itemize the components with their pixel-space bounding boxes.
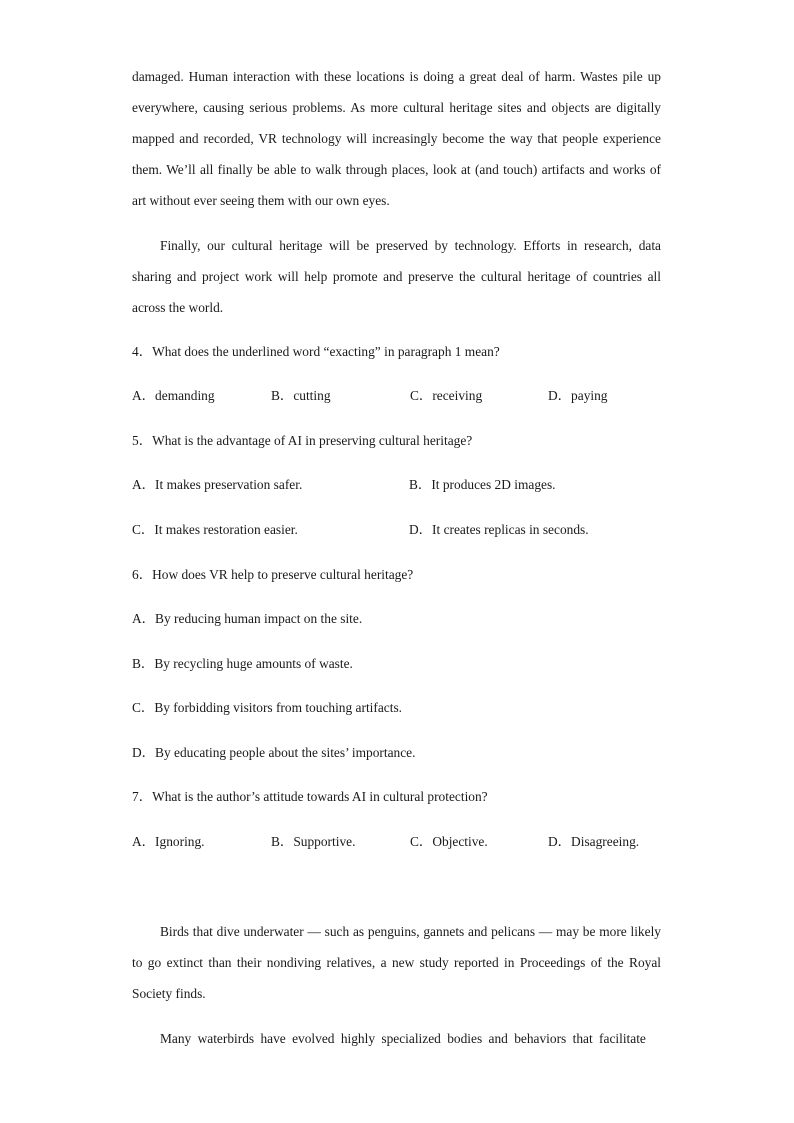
question-4-options [132,386,672,406]
question-5-option-a: A．It makes preservation safer. [132,477,303,492]
question-6-stem: 6．How does VR help to preserve cultural heritage? [132,567,414,582]
passage-b-paragraph-2: Many waterbirds have evolved highly specialized bodies and behaviors that facilitate [160,1031,646,1046]
question-7-option-a: A．Ignoring. [132,834,205,849]
passage-a-paragraph-2: Finally, our cultural heritage will be preserved by technology. Efforts in research, data sharing and project work will help promote and preserve the cultural heritage of countries all across the world. [132,238,661,315]
question-7-stem: 7．What is the author’s attitude towards AI in cultural protection? [132,789,488,804]
question-5-option-b: B．It produces 2D images. [409,477,556,492]
question-7-options [132,832,672,852]
question-6-option-c: C．By forbidding visitors from touching artifacts. [132,700,403,715]
question-5-options-row-1 [132,475,672,495]
question-5-stem: 5．What is the advantage of AI in preserving cultural heritage? [132,433,473,448]
question-4-option-b: B．cutting [271,388,331,403]
question-4-stem: 4．What does the underlined word “exacting” in paragraph 1 mean? [132,344,500,359]
question-7-option-c: C．Objective. [410,834,488,849]
question-6-option-a: A．By reducing human impact on the site. [132,611,363,626]
passage-b-paragraph-1: Birds that dive underwater — such as penguins, gannets and pelicans — may be more likely to go extinct than their nondiving relatives, a new study reported in Proceedings of the Royal Society finds. [132,924,661,1001]
question-7-option-b: B．Supportive. [271,834,356,849]
question-6-option-d: D．By educating people about the sites’ importance. [132,745,416,760]
question-5-options-row-2 [132,520,672,540]
question-6-option-b: B．By recycling huge amounts of waste. [132,656,353,671]
passage-a-paragraph-1: damaged. Human interaction with these locations is doing a great deal of harm. Wastes pile up everywhere, causing serious problems. As more cultural heritage sites and objects are digitally mapped and recorded, VR technology will increasingly become the way that people experience them. We’ll all finally be able to walk through places, look at (and touch) artifacts and works of art without ever seeing them with our own eyes. [132,69,661,208]
question-4-option-d: D．paying [548,388,608,403]
question-5-option-d: D．It creates replicas in seconds. [409,522,589,537]
question-4-option-c: C．receiving [410,388,483,403]
question-7-option-d: D．Disagreeing. [548,834,640,849]
question-5-option-c: C．It makes restoration easier. [132,522,298,537]
question-4-option-a: A．demanding [132,388,215,403]
